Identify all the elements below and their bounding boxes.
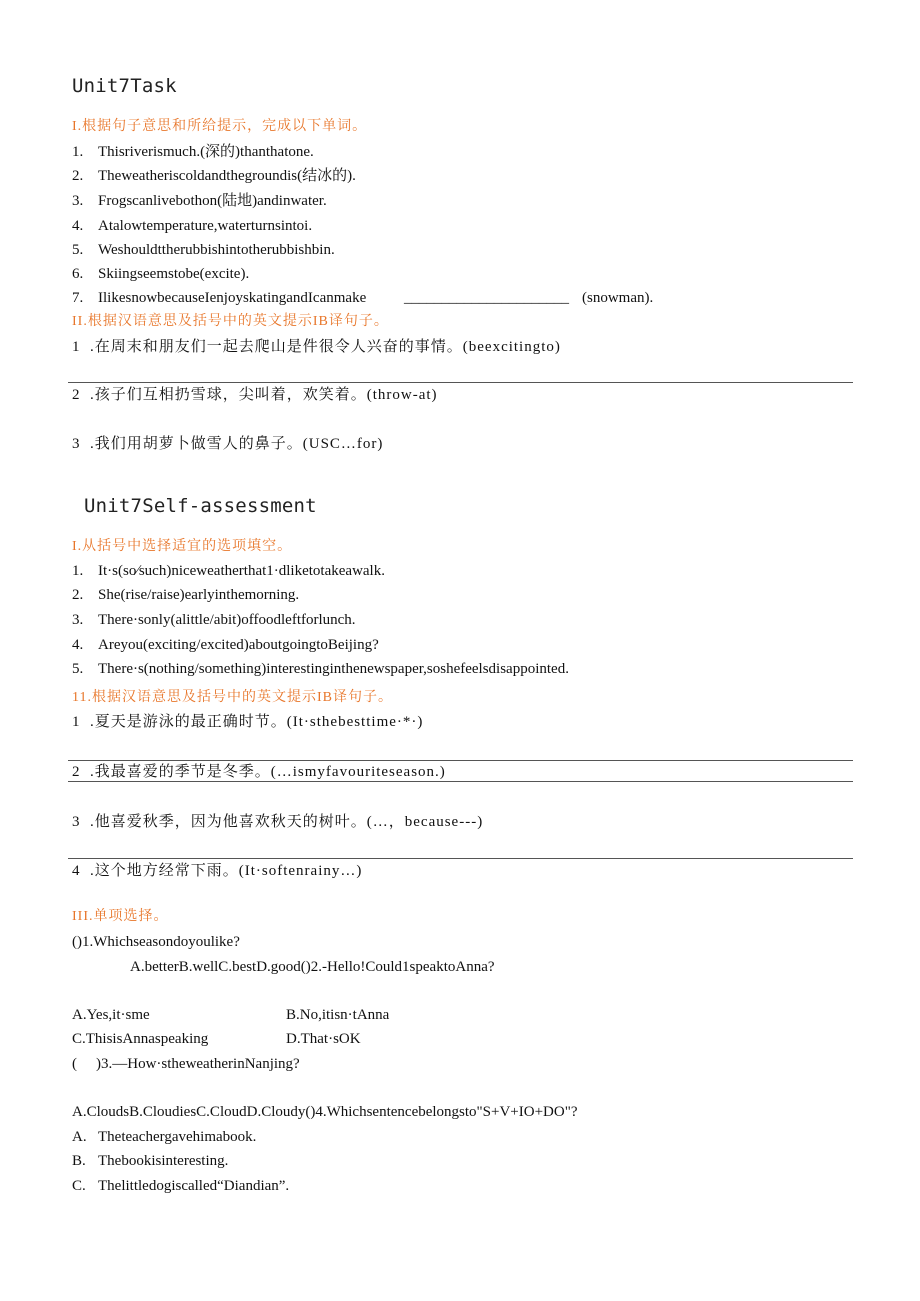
task-section2-heading: II.根据汉语意思及括号中的英文提示IB译句子。	[72, 314, 389, 329]
task-s2-num-2: 2	[72, 387, 80, 403]
self-s1-num-2: 2.	[72, 587, 84, 603]
task-s1-item-5: Weshouldttherubbishintotherubbishbin.	[98, 242, 335, 258]
self-section3-heading: III.单项选择。	[72, 909, 169, 924]
q2-option-d: D.That·sOK	[286, 1031, 361, 1047]
q2-option-c: C.ThisisAnnaspeaking	[72, 1031, 209, 1047]
self-section1-heading: I.从括号中选择适宜的选项填空。	[72, 539, 293, 554]
self-s2-num-1: 1	[72, 714, 80, 730]
task-s1-item-4: Atalowtemperature,waterturnsintoi.	[98, 218, 313, 234]
task-s2-item-1: .在周末和朋友们一起去爬山是件很令人兴奋的事情。(beexcitingto)	[90, 339, 561, 355]
self-s1-num-4: 4.	[72, 637, 84, 653]
task-s1-num-5: 5.	[72, 242, 84, 258]
answer-line[interactable]	[68, 760, 853, 761]
task-s1-item-7-hint: (snowman).	[582, 290, 654, 306]
self-section2-heading: 11.根据汉语意思及括号中的英文提示IB译句子。	[72, 690, 393, 705]
self-s2-item-1: .夏天是游泳的最正确时节。(It·sthebesttime·*·)	[90, 714, 424, 730]
q4-option-b: Thebookisinteresting.	[98, 1153, 229, 1169]
self-s1-num-1: 1.	[72, 563, 84, 579]
q4-option-a: Theteachergavehimabook.	[98, 1129, 257, 1145]
task-s1-num-4: 4.	[72, 218, 84, 234]
task-s1-num-1: 1.	[72, 144, 84, 160]
question-1-options: A.betterB.wellC.bestD.good()2.-Hello!Could1speaktoAnna?	[130, 959, 495, 975]
q2-option-a: A.Yes,it·sme	[72, 1007, 150, 1023]
self-s1-item-4: Areyou(exciting/excited)aboutgoingtoBeijing?	[98, 637, 379, 653]
task-title: Unit7Task	[72, 75, 177, 97]
q4-option-c: Thelittledogiscalled“Diandian”.	[98, 1178, 290, 1194]
task-s2-num-1: 1	[72, 339, 80, 355]
task-s1-num-6: 6.	[72, 266, 84, 282]
task-s1-item-7-blank[interactable]: ______________________	[404, 290, 569, 306]
self-s2-num-4: 4	[72, 863, 80, 879]
self-title: Unit7Self-assessment	[84, 495, 317, 517]
question-3-paren: (	[72, 1056, 77, 1072]
task-s1-num-3: 3.	[72, 193, 84, 209]
self-s2-item-4: .这个地方经常下雨。(It·softenrainy…)	[90, 863, 363, 879]
task-s1-num-2: 2.	[72, 168, 84, 184]
question-3: )3.—How·stheweatherinNanjing?	[96, 1056, 300, 1072]
self-s1-item-3: There·sonly(alittle/abit)offoodleftforlunch.	[98, 612, 356, 628]
self-s2-item-3: .他喜爱秋季，因为他喜欢秋天的树叶。(…，because---)	[90, 814, 484, 830]
task-s1-item-7: IlikesnowbecauseIenjoyskatingandIcanmake	[98, 290, 367, 306]
task-s2-num-3: 3	[72, 436, 80, 452]
task-s1-item-6: Skiingseemstobe(excite).	[98, 266, 250, 282]
answer-line[interactable]	[68, 781, 853, 782]
task-s1-num-7: 7.	[72, 290, 84, 306]
task-s2-item-2: .孩子们互相扔雪球，尖叫着，欢笑着。(throw-at)	[90, 387, 438, 403]
task-s2-item-3: .我们用胡萝卜做雪人的鼻子。(USC…for)	[90, 436, 384, 452]
task-s1-item-3: Frogscanlivebothon(陆地)andinwater.	[98, 193, 327, 209]
self-s1-item-5: There·s(nothing/something)interestinginthenewspaper,soshefeelsdisappointed.	[98, 661, 569, 677]
self-s2-item-2: .我最喜爱的季节是冬季。(…ismyfavouriteseason.)	[90, 764, 446, 780]
self-s1-item-2: She(rise/raise)earlyinthemorning.	[98, 587, 300, 603]
self-s1-num-5: 5.	[72, 661, 84, 677]
question-3-options: A.CloudsB.CloudiesC.CloudD.Cloudy()4.Whichsentencebelongsto"S+V+IO+DO"?	[72, 1104, 578, 1120]
q4-option-c-label: C.	[72, 1178, 86, 1194]
answer-line[interactable]	[68, 858, 853, 859]
task-s1-item-2: Theweatheriscoldandthegroundis(结冰的).	[98, 168, 356, 184]
task-section1-heading: I.根据句子意思和所给提示，完成以下单词。	[72, 119, 368, 134]
q2-option-b: B.No,itisn·tAnna	[286, 1007, 390, 1023]
task-s1-item-1: Thisriverismuch.(深的)thanthatone.	[98, 144, 314, 160]
q4-option-b-label: B.	[72, 1153, 86, 1169]
self-s2-num-2: 2	[72, 764, 80, 780]
self-s2-num-3: 3	[72, 814, 80, 830]
self-s1-num-3: 3.	[72, 612, 84, 628]
self-s1-item-1: It·s(so∕such)niceweatherthat1·dliketotakeawalk.	[98, 563, 385, 579]
q4-option-a-label: A.	[72, 1129, 87, 1145]
answer-line[interactable]	[68, 382, 853, 383]
question-1: ()1.Whichseasondoyoulike?	[72, 934, 240, 950]
